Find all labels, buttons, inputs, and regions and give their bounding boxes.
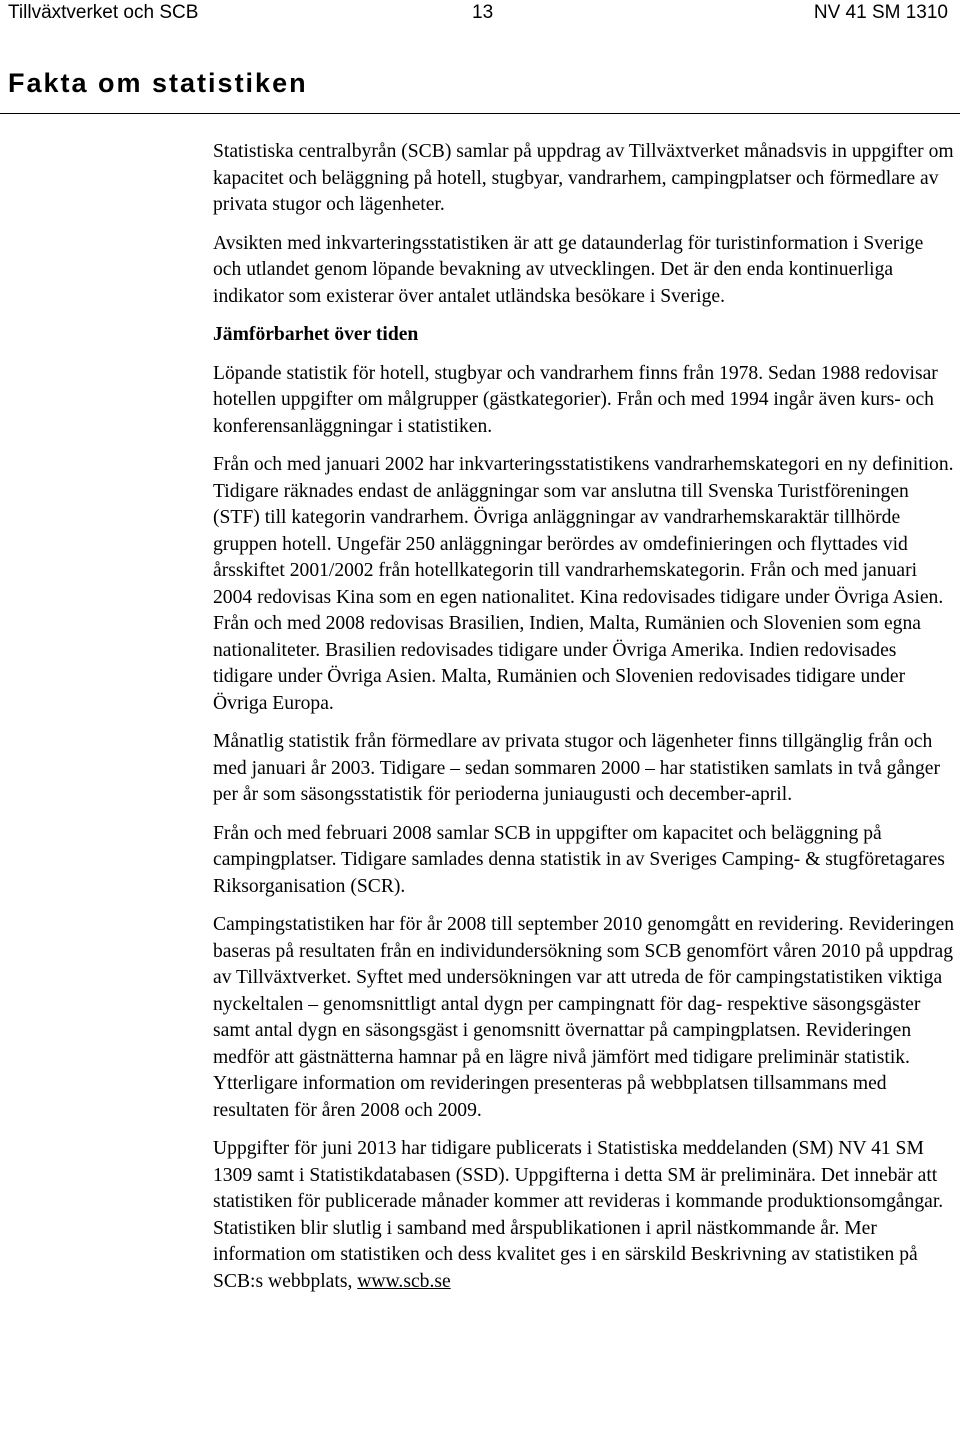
section-heading-comparability: Jämförbarhet över tiden	[213, 324, 419, 345]
scb-website-link[interactable]: www.scb.se	[357, 1270, 451, 1292]
title-divider	[0, 113, 960, 114]
paragraph-private-cottages: Månatlig statistik från förmedlare av privata stugor och lägenheter finns tillgänglig från och med januari år 2003. Tidigare – sedan sommaren 2000 – har statistiken samlats in två gånger per år som säsongsstatistik för perioderna juniaugusti och december-april.	[213, 731, 940, 805]
page-header	[0, 0, 960, 30]
header-publisher: Tillväxtverket och SCB	[8, 2, 199, 23]
paragraph-purpose: Avsikten med inkvarteringsstatistiken är att ge dataunderlag för turistinformation i Sverige och utlandet genom löpande bevakning av utvecklingen. Det är den enda kontinuerliga indikator som existerar över antalet utländska besökare i Sverige.	[213, 232, 924, 307]
paragraph-hostel-definition: Från och med januari 2002 har inkvarteringsstatistikens vandrarhemskategori en ny definition. Tidigare räknades endast de anläggningar som var anslutna till Svenska Turistföreningen (STF) till kategorin vandrarhem. Övriga anläggningar av vandrarhemskaraktär tillhörde gruppen hotell. Ungefär 250 anläggningar berördes av omdefinieringen och flyttades vid årsskiftet 2001/2002 från hotellkategorin till vandrarhemskategorin. Från och med januari 2004 redovisas Kina som en egen nationalitet. Kina redovisades tidigare under Övriga Asien. Från och med 2008 redovisas Brasilien, Indien, Malta, Rumänien och Slovenien som egna nationaliteter. Brasilien redovisades tidigare under Övriga Amerika. Indien redovisades tidigare under Övriga Asien. Malta, Rumänien och Slovenien redovisades tidigare under Övriga Europa.	[213, 454, 954, 714]
preliminary-data-text: Uppgifter för juni 2013 har tidigare publicerats i Statistiska meddelanden (SM) NV 41 SM 1309 samt i Statistikdatabasen (SSD). Uppgifterna i detta SM är preliminära. Det innebär att statistiken för publicerade månader kommer att revideras i kommande produktionsomgångar. Statistiken blir slutlig i samband med årspublikationen i april nästkommande år. Mer information om statistiken och dess kvalitet ges i en särskild Beskrivning av statistiken på SCB:s webbplats,	[213, 1138, 944, 1292]
header-publication-id: NV 41 SM 1310	[813, 2, 948, 23]
page-number: 13	[472, 2, 494, 23]
paragraph-intro: Statistiska centralbyrån (SCB) samlar på uppdrag av Tillväxtverket månadsvis in uppgifter om kapacitet och beläggning på hotell, stugbyar, vandrarhem, campingplatser och förmedlare av privata stugor och lägenheter.	[213, 141, 954, 215]
paragraph-camping: Från och med februari 2008 samlar SCB in uppgifter om kapacitet och beläggning på campingplatser. Tidigare samlades denna statistik in av Sveriges Camping- & stugföretagares Riksorganisation (SCR).	[213, 822, 945, 897]
paragraph-history: Löpande statistik för hotell, stugbyar och vandrarhem finns från 1978. Sedan 1988 redovisar hotellen uppgifter om målgrupper (gästkategorier). Från och med 1994 ingår även kurs- och konferensanläggningar i statistiken.	[213, 362, 938, 437]
paragraph-camping-revision: Campingstatistiken har för år 2008 till september 2010 genomgått en revidering. Revideringen baseras på resultaten från en individundersökning som SCB genomfört våren 2010 på uppdrag av Tillväxtverket. Syftet med undersökningen var att utreda de för campingstatistiken viktiga nyckeltalen – genomsnittligt antal dygn per campingnatt för dag- respektive säsongsgäster samt antal dygn en säsongsgäst i genomsnitt övernattar på campingplatsen. Revideringen medför att gästnätterna hamnar på en lägre nivå jämfört med tidigare preliminär statistik. Ytterligare information om revideringen presenteras på webbplatsen tillsammans med resultaten för åren 2008 och 2009.	[213, 914, 955, 1121]
page-title: Fakta om statistiken	[8, 68, 308, 98]
document-body	[213, 139, 955, 1307]
paragraph-preliminary-data	[213, 1136, 955, 1295]
